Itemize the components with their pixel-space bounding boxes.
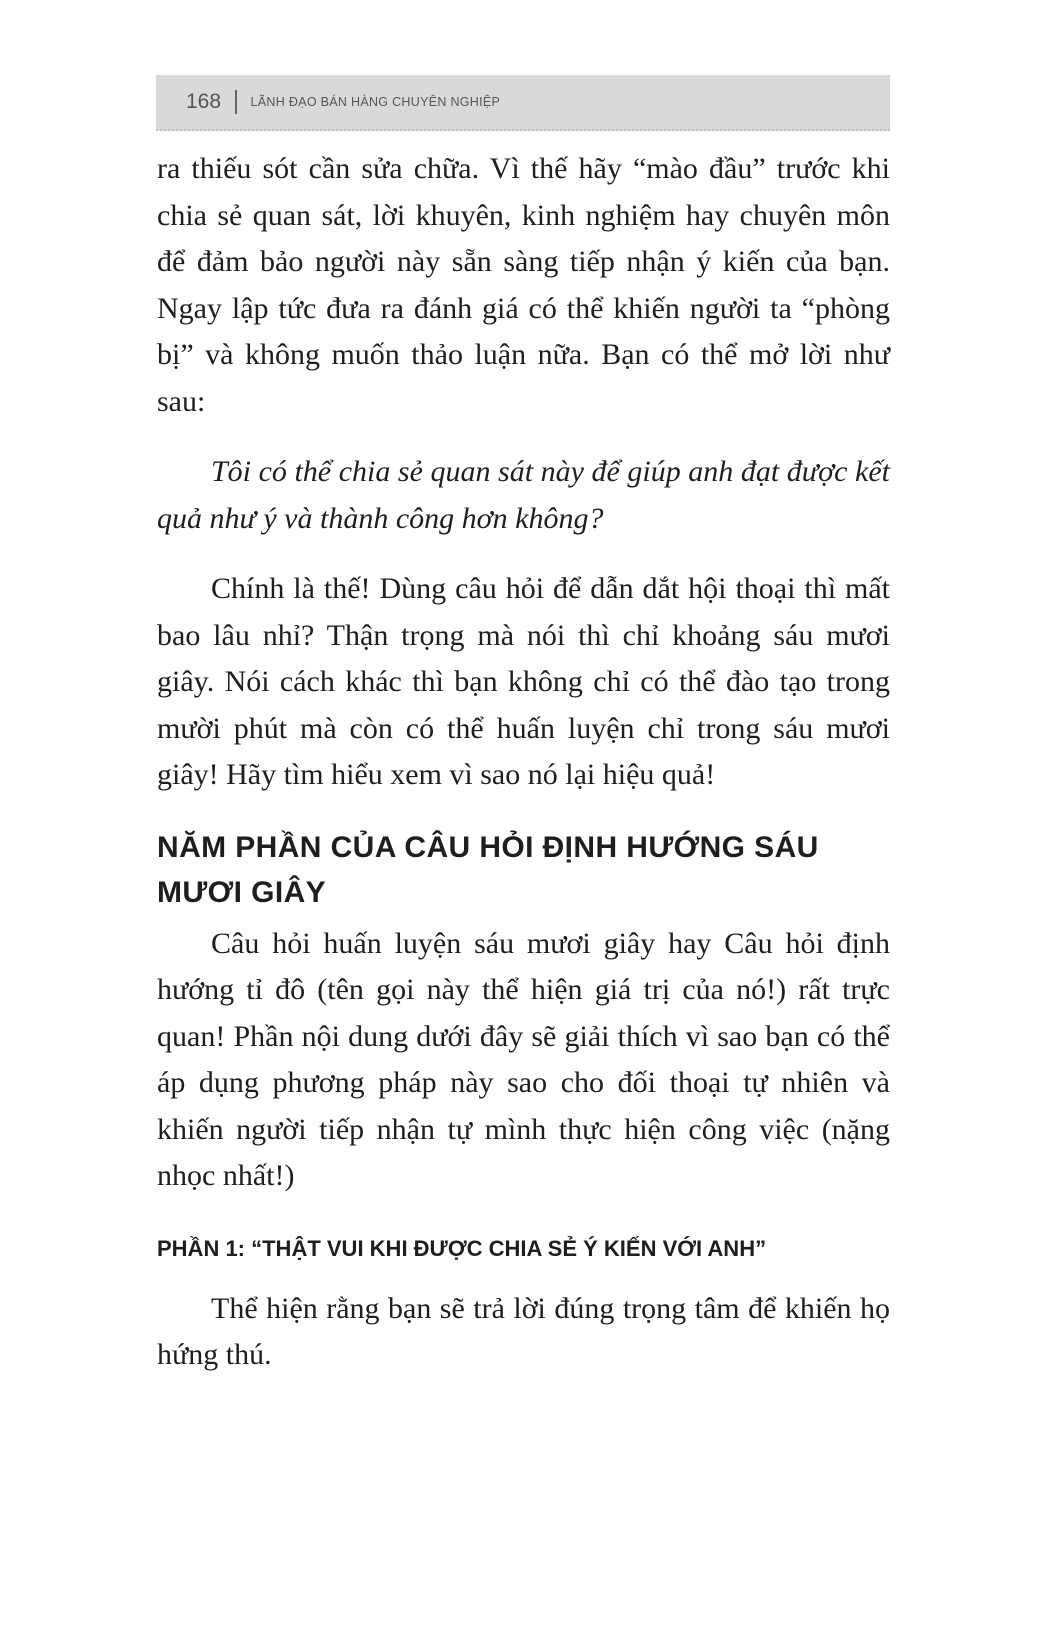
paragraph-continued: ra thiếu sót cần sửa chữa. Vì thế hãy “mào đầu” trước khi chia sẻ quan sát, lời khuyên, kinh nghiệm hay chuyên môn để đảm bảo người này sẵn sàng tiếp nhận ý kiến của bạn. Ngay lập tức đưa ra đánh giá có thể khiến người ta “phòng bị” và không muốn thảo luận nữa. Bạn có thể mở lời như sau: bbox=[157, 152, 890, 418]
page-number: 168 bbox=[186, 90, 222, 113]
paragraph-body: Câu hỏi huấn luyện sáu mươi giây hay Câu hỏi định hướng tỉ đô (tên gọi này thể hiện giá trị của nó!) rất trực quan! Phần nội dung dưới đây sẽ giải thích vì sao bạn có thể áp dụng phương pháp này sao cho đối thoại tự nhiên và khiến người tiếp nhận tự mình thực hiện công việc (nặng nhọc nhất!) bbox=[157, 926, 890, 1192]
quote-paragraph: Tôi có thể chia sẻ quan sát này để giúp anh đạt được kết quả như ý và thành công hơn không? bbox=[157, 455, 890, 535]
running-header bbox=[156, 75, 890, 131]
subsection-heading: PHẦN 1: “THẬT VUI KHI ĐƯỢC CHIA SẺ Ý KIẾN VỚI ANH” bbox=[157, 1235, 767, 1261]
page-content bbox=[157, 146, 890, 1379]
header-divider bbox=[235, 90, 237, 114]
paragraph-body: Thể hiện rằng bạn sẽ trả lời đúng trọng tâm để khiến họ hứng thú. bbox=[157, 1291, 890, 1371]
running-title: LÃNH ĐẠO BÁN HÀNG CHUYÊN NGHIỆP bbox=[250, 95, 501, 109]
section-heading: NĂM PHẦN CỦA CÂU HỎI ĐỊNH HƯỚNG SÁU MƯƠI GIÂY bbox=[157, 830, 819, 909]
paragraph-body: Chính là thế! Dùng câu hỏi để dẫn dắt hội thoại thì mất bao lâu nhỉ? Thận trọng mà nói thì chỉ khoảng sáu mươi giây. Nói cách khác thì bạn không chỉ có thể đào tạo trong mười phút mà còn có thể huấn luyện chỉ trong sáu mươi giây! Hãy tìm hiểu xem vì sao nó lại hiệu quả! bbox=[157, 572, 890, 791]
